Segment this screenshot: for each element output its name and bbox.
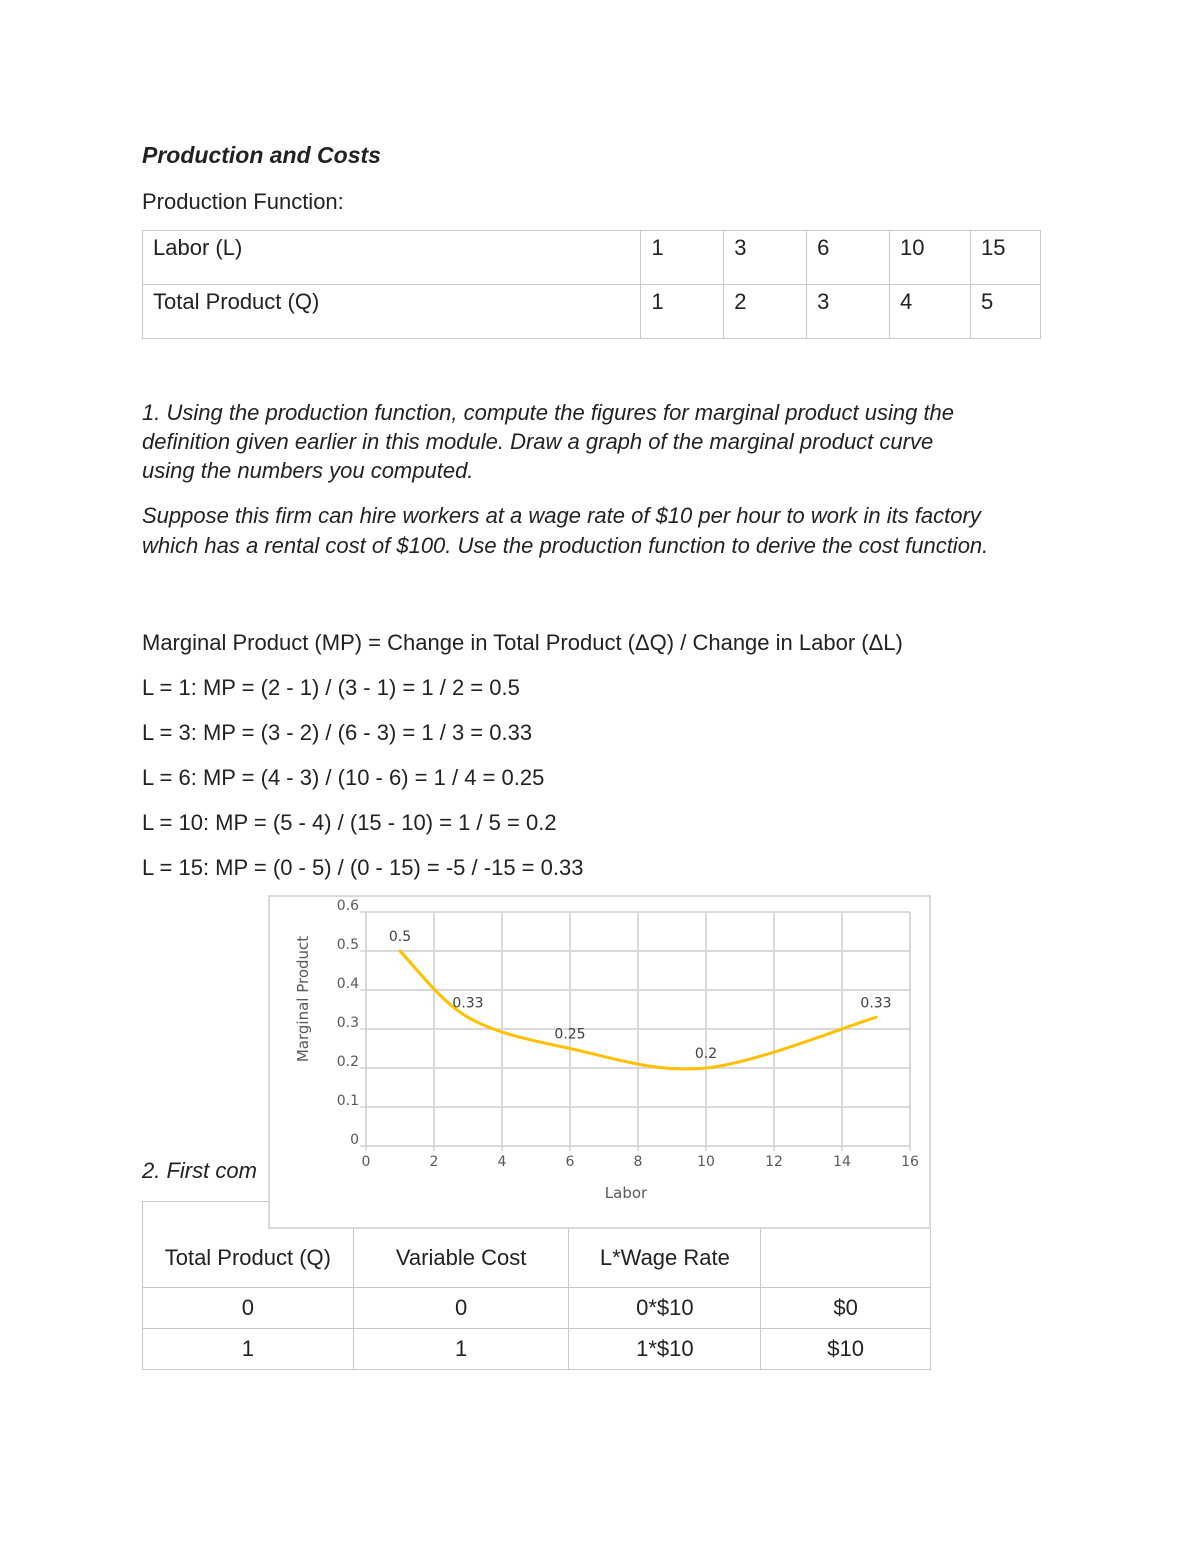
x-tick-label: 8 <box>633 1154 643 1170</box>
supposition-line: Suppose this firm can hire workers at a wage rate of $10 per hour to work in its factory <box>142 503 981 528</box>
question-line: definition given earlier in this module. Draw a graph of the marginal product curve <box>142 429 934 454</box>
table-cell: 4 <box>890 285 971 339</box>
y-tick-label: 0.5 <box>336 937 359 953</box>
data-label: 0.33 <box>860 995 892 1012</box>
table-cell: 1 <box>143 1329 354 1370</box>
x-tick-label: 12 <box>765 1154 783 1170</box>
y-tick-label: 0.4 <box>336 976 359 992</box>
supposition-paragraph <box>142 501 988 561</box>
table-cell: 6 <box>807 231 890 285</box>
table-cell: 1*$10 <box>569 1329 761 1370</box>
row-label: Total Product (Q) <box>143 285 641 339</box>
data-point <box>399 950 402 953</box>
data-point <box>875 1016 878 1019</box>
data-label: 0.2 <box>694 1046 718 1062</box>
page-title: Production and Costs <box>142 142 381 168</box>
y-axis-title: Marginal Product <box>294 935 312 1063</box>
table-row <box>143 1288 931 1329</box>
table-cell: 1 <box>641 285 724 339</box>
table-cell: 0*$10 <box>569 1288 761 1329</box>
table-cell: 15 <box>970 231 1040 285</box>
data-label: 0.5 <box>388 929 412 945</box>
production-table <box>142 230 1041 339</box>
table-cell: $0 <box>761 1288 931 1329</box>
y-tick-label: 0.1 <box>336 1093 359 1109</box>
y-tick-label: 0.6 <box>336 898 359 914</box>
data-label: 0.25 <box>554 1026 586 1043</box>
marginal-product-chart <box>268 895 931 1229</box>
table-cell: 1 <box>641 231 724 285</box>
column-header: L*Wage Rate <box>569 1202 761 1288</box>
x-tick-label: 2 <box>429 1154 439 1170</box>
supposition-line: which has a rental cost of $100. Use the production function to derive the cost function. <box>142 533 989 558</box>
question-2-heading: 2. First com <box>142 1158 257 1183</box>
calc-line: L = 15: MP = (0 - 5) / (0 - 15) = -5 / -15 = 0.33 <box>142 855 584 880</box>
x-tick-label: 6 <box>565 1154 575 1170</box>
data-label: 0.33 <box>452 995 484 1012</box>
table-row <box>143 1329 931 1370</box>
table-cell: 5 <box>970 285 1040 339</box>
chart-svg <box>270 897 929 1227</box>
table-row <box>143 285 1041 339</box>
x-axis-title: Labor <box>604 1184 648 1202</box>
y-tick-label: 0.3 <box>336 1015 359 1031</box>
table-cell: 3 <box>807 285 890 339</box>
data-point <box>705 1067 708 1070</box>
table-cell: $10 <box>761 1329 931 1370</box>
calc-line: Marginal Product (MP) = Change in Total Product (ΔQ) / Change in Labor (ΔL) <box>142 630 903 655</box>
calc-line: L = 3: MP = (3 - 2) / (6 - 3) = 1 / 3 = 0.33 <box>142 720 533 745</box>
y-tick-label: 0.2 <box>336 1054 359 1070</box>
table-cell: 0 <box>353 1288 569 1329</box>
x-tick-label: 4 <box>497 1154 507 1170</box>
table-cell: 0 <box>143 1288 354 1329</box>
x-tick-label: 0 <box>361 1154 371 1170</box>
question-1 <box>142 398 954 485</box>
x-tick-label: 10 <box>697 1154 715 1170</box>
table-cell: 3 <box>724 231 807 285</box>
calculations <box>142 620 903 890</box>
calc-line: L = 10: MP = (5 - 4) / (15 - 10) = 1 / 5 = 0.2 <box>142 810 557 835</box>
calc-line: L = 1: MP = (2 - 1) / (3 - 1) = 1 / 2 = 0.5 <box>142 675 520 700</box>
x-tick-label: 16 <box>901 1154 919 1170</box>
data-point <box>569 1047 572 1050</box>
column-header: Variable Cost <box>353 1202 569 1288</box>
table-cell: 1 <box>353 1329 569 1370</box>
y-tick-label: 0 <box>350 1132 359 1148</box>
table-cell: 10 <box>890 231 971 285</box>
production-function-label: Production Function: <box>142 189 344 214</box>
row-label: Labor (L) <box>143 231 641 285</box>
column-header: Total Product (Q) <box>143 1202 354 1288</box>
calc-line: L = 6: MP = (4 - 3) / (10 - 6) = 1 / 4 = 0.25 <box>142 765 545 790</box>
question-line: 1. Using the production function, compute the figures for marginal product using the <box>142 400 955 425</box>
table-row <box>143 231 1041 285</box>
table-cell: 2 <box>724 285 807 339</box>
x-tick-label: 14 <box>833 1154 851 1170</box>
data-point <box>467 1016 470 1019</box>
question-line: using the numbers you computed. <box>142 458 474 483</box>
chart-grid <box>366 912 910 1146</box>
